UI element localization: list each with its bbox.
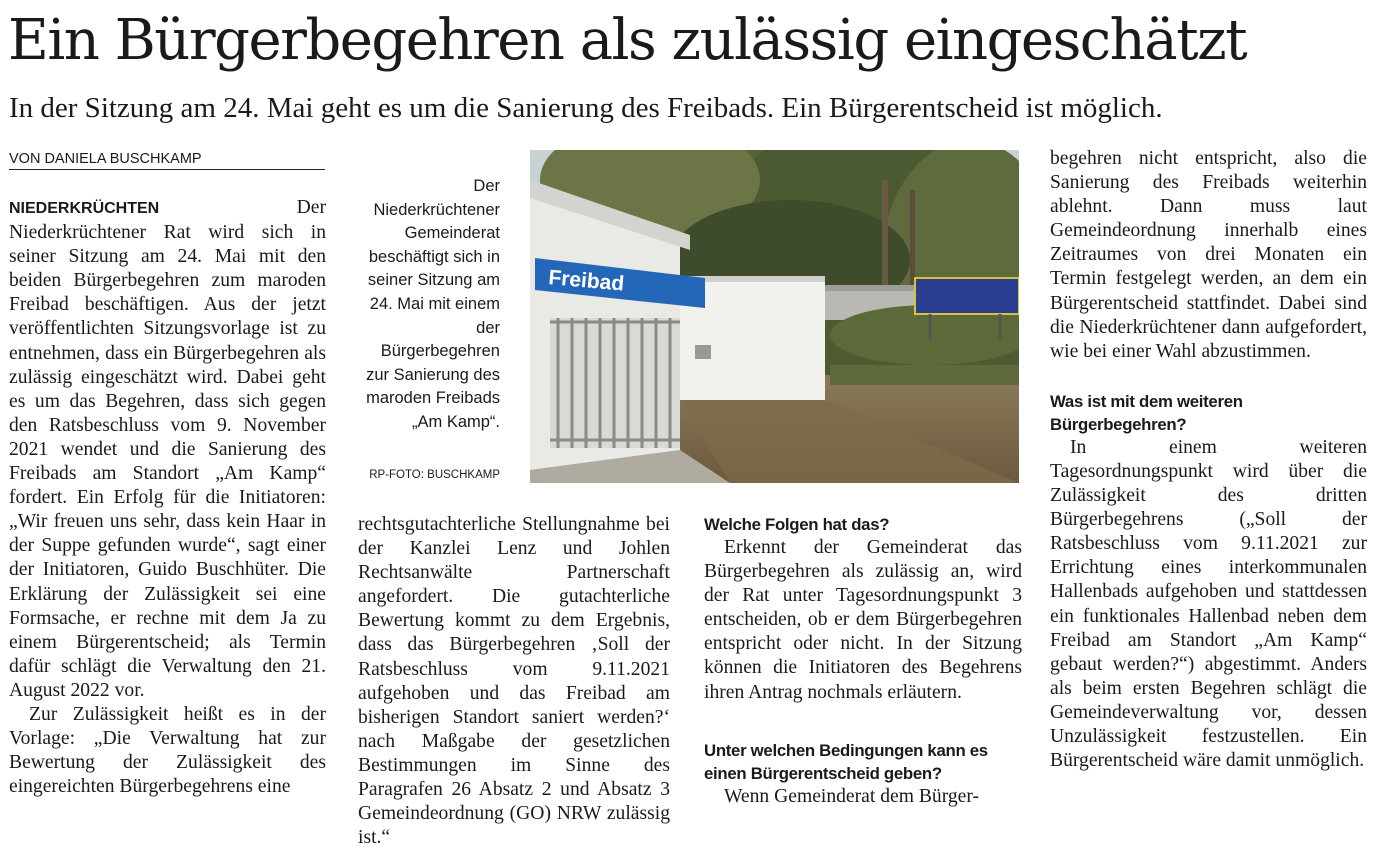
paragraph: Erkennt der Gemeinderat das Bürgerbegehren als zulässig an, wird der Rat unter Tagesordnungspunkt 3 entscheiden, ob er dem Bürgerbegehren entspricht oder nicht. In der Sitzung können die Initiatoren des Begehrens ihren Antrag nochmals erläutern. xyxy=(704,537,1022,703)
paragraph: rechtsgutachterliche Stellungnahme bei der Kanzlei Lenz und Johlen Rechtsanwälte Partnerschaft angefordert. Die gutachterliche Bewertung kommt zu dem Ergebnis, dass das Bürgerbegehren ‚Soll der Ratsbeschluss vom 9.11.2021 aufgehoben und das Freibad am bisherigen Standort saniert werden?‘ nach Maßgabe der gesetzlichen Bestimmungen im Sinne des Paragrafen 26 Absatz 2 und Absatz 3 Gemeindeordnung (GO) NRW zulässig ist.“ xyxy=(358,514,670,849)
lead-text: Der Niederkrüchtener Rat wird sich in seiner Sitzung am 24. Mai mit den beiden Bürgerbegehren zum maroden Freibad beschäftigen. Aus der jetzt veröffentlichten Sitzungsvorlage ist zu entnehmen, dass ein Bürgerbegehren als zulässig eingeschätzt wird. Dabei geht es um das Begehren, dass sich gegen den Ratsbeschluss vom 9. November 2021 wendet und die Sanierung des Freibads am Standort „Am Kamp“ fordert. Ein Erfolg für die Initiatoren: „Wir freuen uns sehr, dass kein Haar in der Suppe gefunden wurde“, sagt einer der Initiatoren, Guido Buschhüter. Die Erklärung der Zulässigkeit sei eine Formsache, er rechne mit dem Ja zu einem Bürgerentscheid; als Termin dafür schlägt die Verwaltung den 21. August 2022 vor. xyxy=(9,197,326,701)
article-column-2 xyxy=(358,513,670,850)
paragraph: Zur Zulässigkeit heißt es in der Vorlage: „Die Verwaltung hat zur Bewertung der Zulässigkeit des eingereichten Bürgerbegehrens eine xyxy=(9,703,326,798)
section-heading: Unter welchen Bedingungen kann es einen Bürgerentscheid geben? xyxy=(704,740,988,783)
dateline: NIEDERKRÜCHTEN xyxy=(9,200,160,217)
article-column-3 xyxy=(704,513,1022,809)
section-heading: Welche Folgen hat das? xyxy=(704,515,890,534)
photo-credit: RP-FOTO: BUSCHKAMP xyxy=(369,469,500,481)
photo-caption: Der Niederkrüchtener Gemeinderat beschäftigt sich in seiner Sitzung am 24. Mai mit einem der Bürgerbegehren zur Sanierung des maroden Freibads „Am Kamp“. xyxy=(366,177,500,431)
subheadline: In der Sitzung am 24. Mai geht es um die Sanierung des Freibads. Ein Bürgerentscheid ist möglich. xyxy=(9,92,1163,124)
paragraph: begehren nicht entspricht, also die Sanierung des Freibads weiterhin ablehnt. Dann muss laut Gemeindeordnung innerhalb eines Zeitraumes von drei Monaten ein Termin festgelegt werden, an dem ein Bürgerentscheid stattfindet. Dabei sind die Niederkrüchtener dann aufgefordert, wie bei einer Wahl abzustimmen. xyxy=(1050,148,1367,362)
article-photo xyxy=(530,150,1019,483)
headline: Ein Bürgerbegehren als zulässig eingeschätzt xyxy=(8,8,1247,73)
lead-paragraph xyxy=(9,196,326,703)
section-heading: Was ist mit dem weiteren Bürgerbegehren? xyxy=(1050,391,1243,434)
byline: VON DANIELA BUSCHKAMP xyxy=(9,150,325,170)
paragraph: In einem weiteren Tagesordnungspunkt wird über die Zulässigkeit des dritten Bürgerbegehrens („Soll der Ratsbeschluss vom 9.11.2021 zur Errichtung eines interkommunalen Hallenbads aufgehoben und stattdessen ein funktionales Hallenbad neben dem Freibad am Standort „Am Kamp“ gebaut werden?“) abgestimmt. Anders als beim ersten Begehren schlägt die Gemeindeverwaltung vor, dessen Unzulässigkeit festzustellen. Ein Bürgerentscheid wäre damit unmöglich. xyxy=(1050,436,1367,772)
freibad-photo xyxy=(530,150,1019,483)
paragraph: Wenn Gemeinderat dem Bürger- xyxy=(724,785,980,807)
article-column-1 xyxy=(9,196,326,799)
freibad-sign-text: Freibad xyxy=(547,266,626,296)
article-column-4 xyxy=(1050,147,1367,773)
